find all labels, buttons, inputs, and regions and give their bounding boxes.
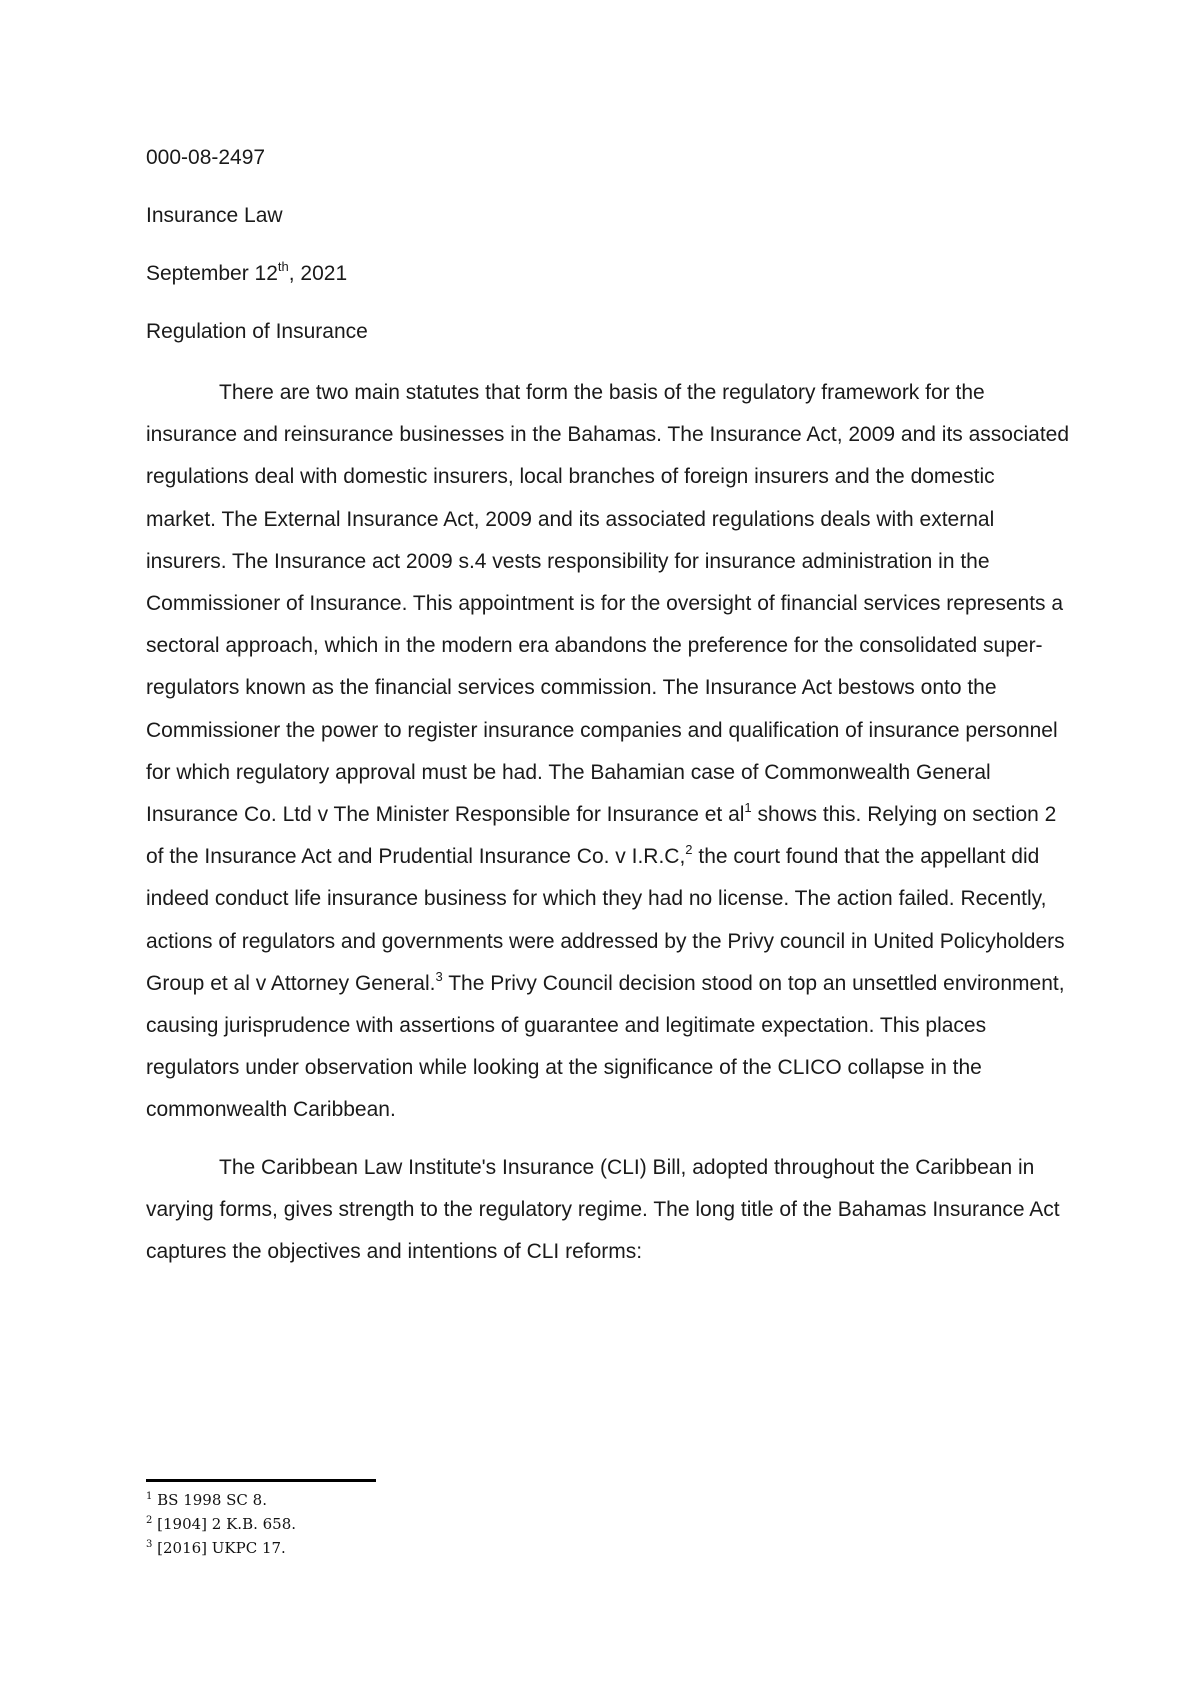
date-ordinal: th bbox=[277, 259, 289, 274]
student-id: 000-08-2497 bbox=[146, 146, 266, 169]
footnote-marker: 1 bbox=[146, 1491, 153, 1502]
course-name: Insurance Law bbox=[146, 204, 283, 227]
paragraph-1-part-3: the court found that the appellant did indeed conduct life insurance business for which they had no license. The action failed. Recently, actions of regulators and governments were addressed by the Privy council in United Policyholders Group et al v Attorney General. bbox=[146, 845, 1065, 995]
document-body bbox=[146, 143, 1070, 1288]
footnote-marker: 3 bbox=[146, 1539, 153, 1550]
footnote-3 bbox=[146, 1536, 746, 1560]
paragraph-1-part-2: shows this. Relying on section 2 of the Insurance Act and Prudential Insurance Co. v I.R.C, bbox=[146, 803, 1057, 869]
footnote-separator bbox=[146, 1479, 376, 1482]
footnote-text: [2016] UKPC 17. bbox=[152, 1539, 286, 1557]
paragraph-1-part-4: The Privy Council decision stood on top an unsettled environment, causing jurisprudence with assertions of guarantee and legitimate expectation. This places regulators under observation while looking at the significance of the CLICO collapse in the commonwealth Caribbean. bbox=[146, 971, 1065, 1122]
footnote-2 bbox=[146, 1512, 746, 1536]
paragraph-1 bbox=[146, 372, 1070, 1132]
paragraph-2: The Caribbean Law Institute's Insurance (CLI) Bill, adopted throughout the Caribbean in varying forms, gives strength to the regulatory regime. The long title of the Bahamas Insurance Act captures the objectives and intentions of CLI reforms: bbox=[146, 1155, 1060, 1264]
footnote-1 bbox=[146, 1488, 746, 1512]
date-main: September 12 bbox=[146, 262, 278, 285]
paragraph-1-part-1: There are two main statutes that form the basis of the regulatory framework for the insurance and reinsurance businesses in the Bahamas. The Insurance Act, 2009 and its associated regulations deal with domestic insurers, local branches of foreign insurers and the domestic market. The External Insurance Act, 2009 and its associated regulations deals with external insurers. The Insurance act 2009 s.4 vests responsibility for insurance administration in the Commissioner of Insurance. This appointment is for the oversight of financial services represents a sectoral approach, which in the modern era abandons the preference for the consolidated super-regulators known as the financial services commission. The Insurance Act bestows onto the Commissioner the power to register insurance companies and qualification of insurance personnel for which regulatory approval must be had. The Bahamian case of Commonwealth General Insurance Co. Ltd v The Minister Responsible for Insurance et al bbox=[146, 381, 1070, 827]
footnote-text: BS 1998 SC 8. bbox=[152, 1491, 267, 1509]
document-date bbox=[146, 259, 1070, 289]
document-title: Regulation of Insurance bbox=[146, 320, 368, 343]
footnote-marker: 2 bbox=[146, 1515, 153, 1526]
footnote-text: [1904] 2 K.B. 658. bbox=[152, 1515, 297, 1533]
footnote-ref-1: 1 bbox=[744, 800, 752, 816]
date-rest: , 2021 bbox=[288, 262, 348, 285]
footnote-ref-3: 3 bbox=[435, 968, 443, 984]
footnote-ref-2: 2 bbox=[685, 842, 693, 858]
footnotes-section bbox=[146, 1479, 746, 1560]
